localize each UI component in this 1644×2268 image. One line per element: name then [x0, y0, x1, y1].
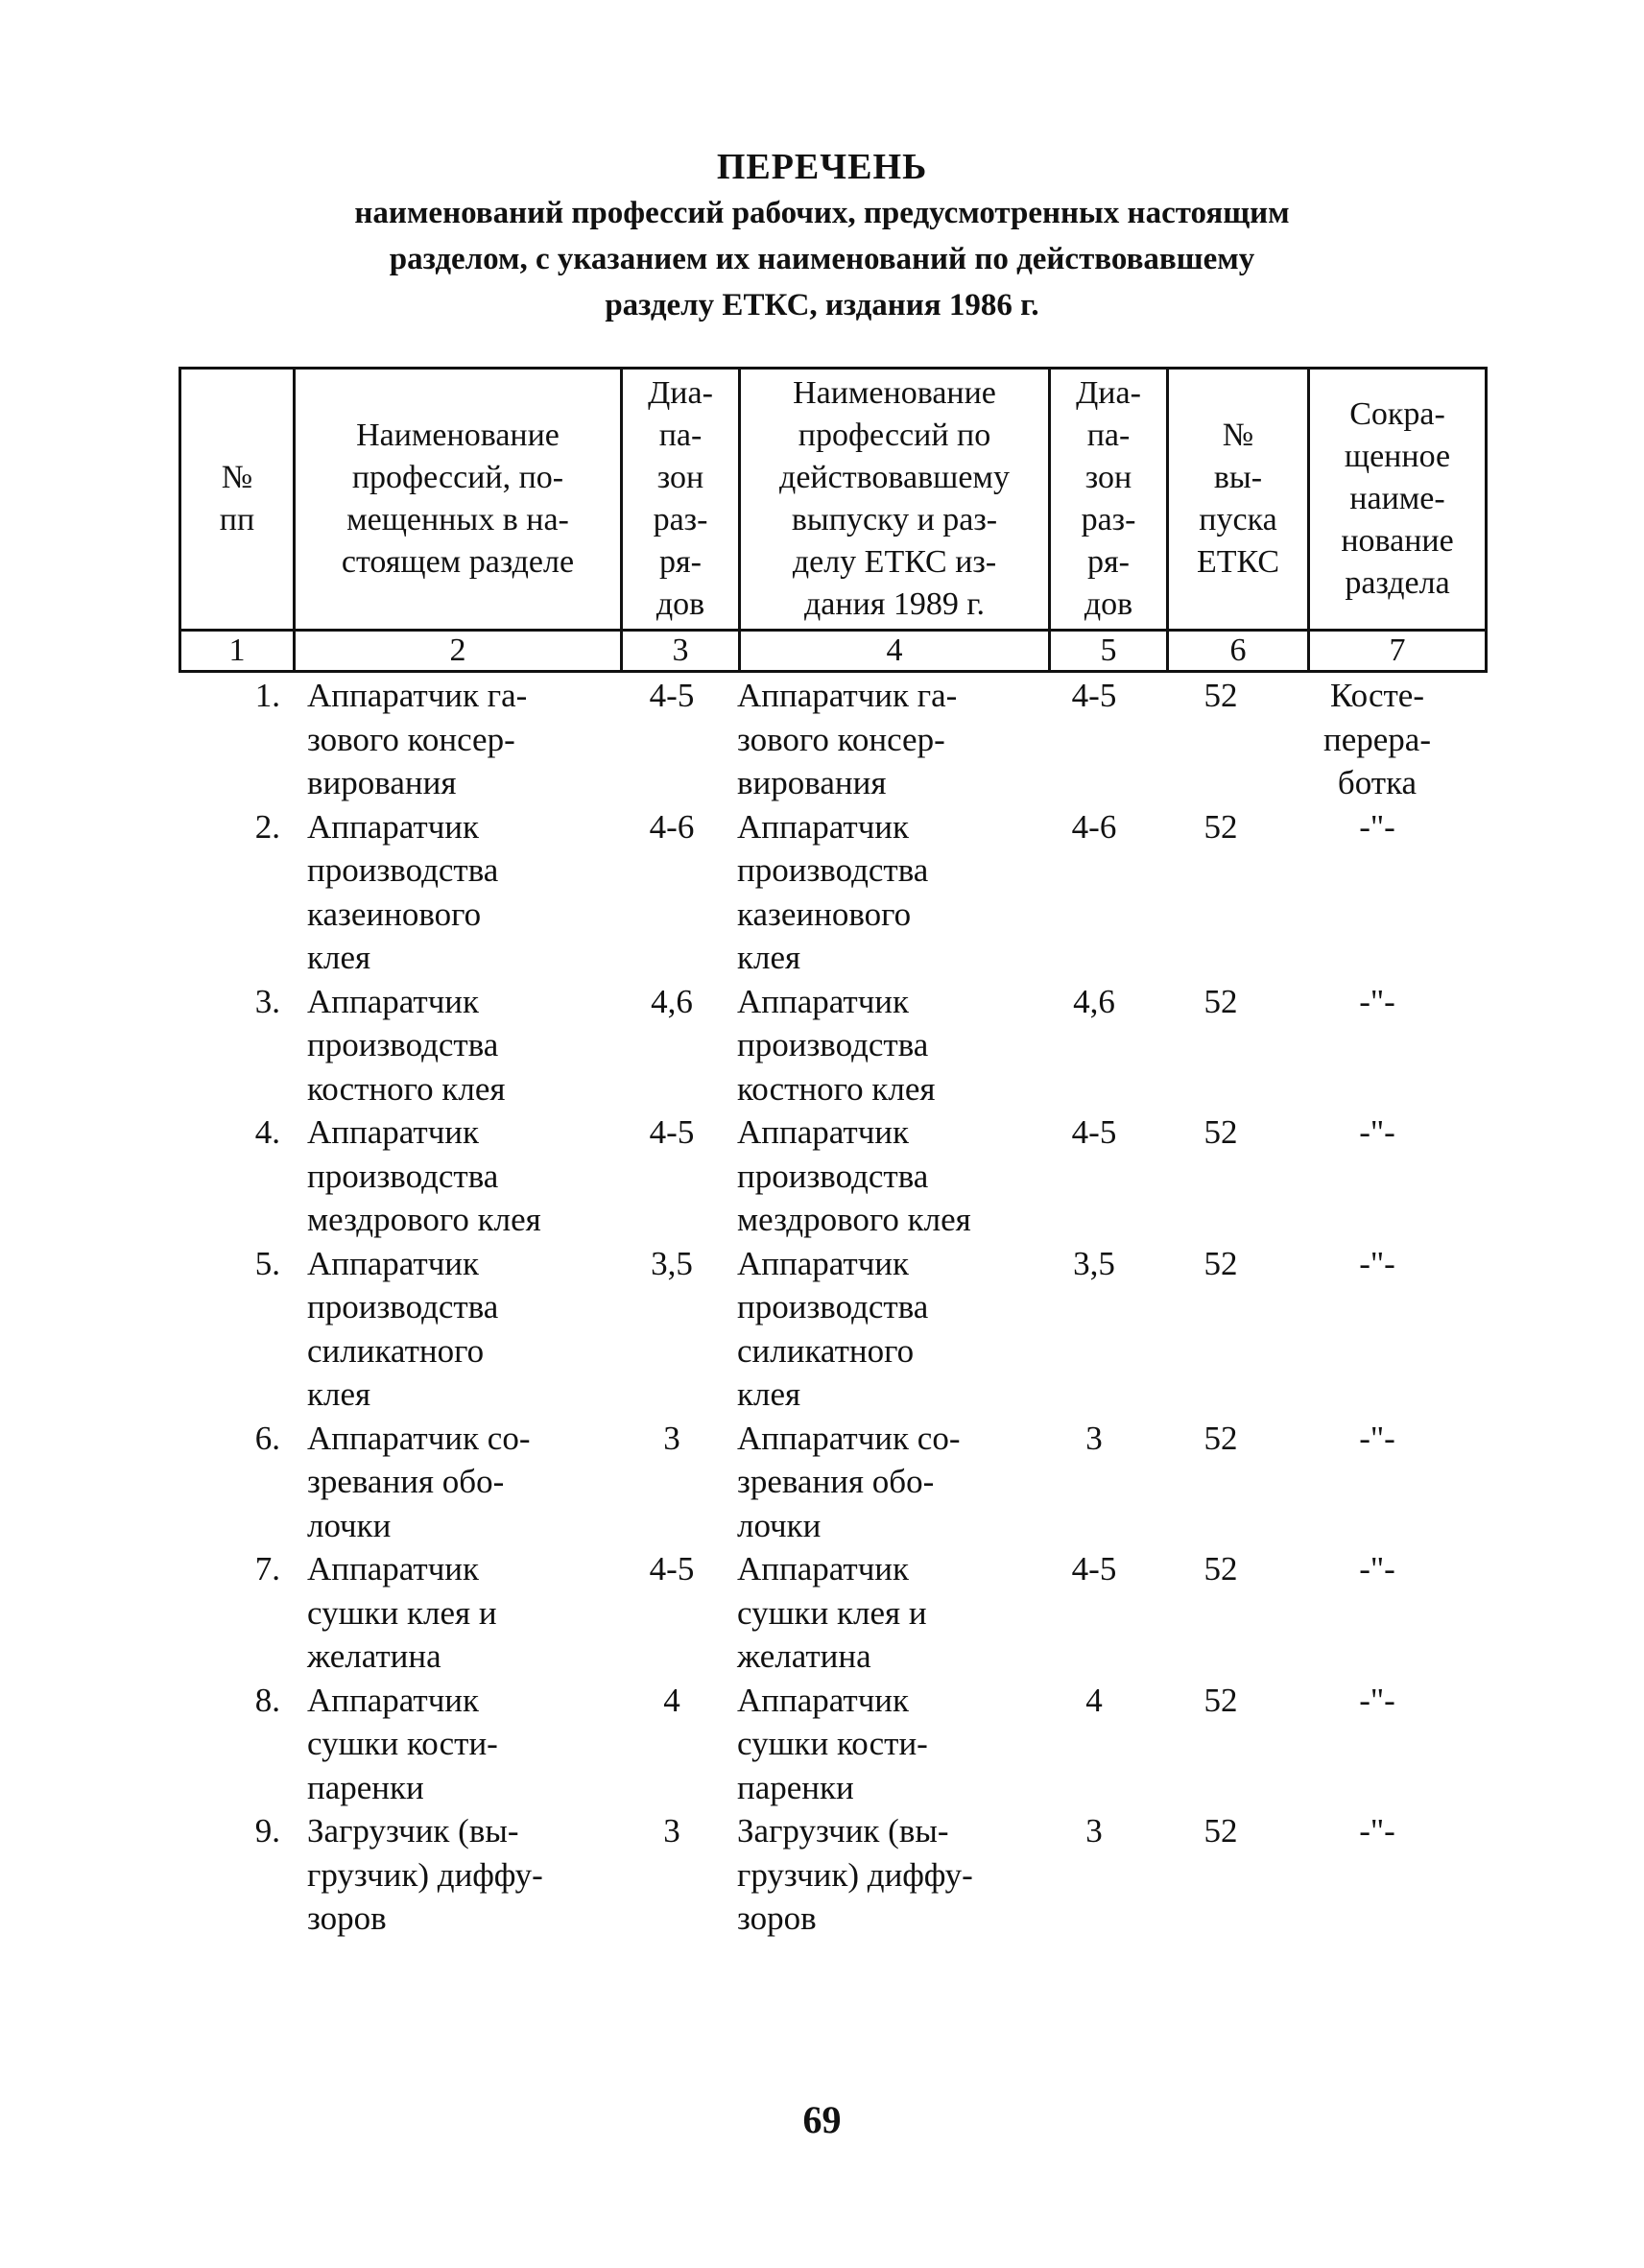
column-number: 5 [1050, 631, 1168, 672]
old-grade-range: 4 [1085, 1681, 1103, 1719]
row-number: 3. [254, 982, 280, 1020]
section-abbr-line: -"- [1359, 1550, 1395, 1588]
section-abbr [1290, 1809, 1465, 1941]
old-profession-name-line: производства [737, 1157, 929, 1195]
profession-name-line: паренки [307, 1768, 424, 1806]
profession-name-line: зревания обо- [307, 1463, 505, 1500]
header-text-line: наиме- [1349, 481, 1445, 516]
old-profession-name-line: сушки кости- [737, 1725, 928, 1762]
profession-name [290, 1809, 614, 1941]
old-grade-range: 4-5 [1071, 1113, 1117, 1151]
column-number: 4 [740, 631, 1050, 672]
section-abbr-line: ботка [1337, 764, 1418, 801]
profession-name-line: производства [307, 1026, 499, 1063]
header-cell-section-abbr [1309, 369, 1487, 631]
profession-name-line: Аппаратчик [307, 1244, 480, 1282]
document-title-block [0, 144, 1644, 328]
etks-issue: 52 [1203, 1812, 1238, 1850]
old-profession-name [729, 980, 1036, 1111]
profession-name-line: Аппаратчик [307, 1550, 480, 1588]
etks-issue: 52 [1203, 1419, 1238, 1457]
profession-name-line: клея [307, 939, 371, 976]
column-number: 1 [180, 631, 295, 672]
document-subtitle-line: наименований профессий рабочих, предусмотренных настоящим [354, 196, 1290, 230]
table-header [179, 367, 1488, 673]
profession-name-line: производства [307, 1157, 499, 1195]
column-number-row [180, 631, 1487, 672]
section-abbr-line: -"- [1359, 982, 1395, 1020]
header-cell-old-grade-range [1050, 369, 1168, 631]
table-row [179, 805, 1470, 980]
section-abbr-line: -"- [1359, 1244, 1395, 1282]
header-text-line: Наименование [356, 418, 560, 453]
row-number: 2. [254, 807, 280, 846]
section-abbr-line: Косте- [1330, 677, 1424, 714]
profession-name-line: желатина [307, 1637, 441, 1675]
section-abbr [1290, 980, 1465, 1111]
profession-name-line: Загрузчик (вы- [307, 1812, 519, 1850]
profession-name-line: Аппаратчик [307, 982, 480, 1020]
old-grade-range: 3 [1085, 1419, 1103, 1457]
etks-issue: 52 [1203, 807, 1238, 846]
old-profession-name-line: Аппаратчик [737, 1113, 910, 1151]
header-text-line: Диа- [1076, 375, 1141, 411]
old-profession-name-line: зревания обо- [737, 1463, 935, 1500]
header-text-line: Наименование [793, 375, 996, 411]
table-row [179, 1809, 1470, 1941]
old-profession-name-line: Аппаратчик со- [737, 1419, 961, 1457]
header-text-line: дания 1989 г. [803, 586, 986, 622]
old-profession-name-line: клея [737, 1375, 801, 1413]
old-grade-range: 4-5 [1071, 1550, 1117, 1588]
header-text-line: № [221, 460, 253, 495]
profession-name [290, 980, 614, 1111]
old-profession-name-line: Аппаратчик [737, 982, 910, 1020]
profession-name-line: Аппаратчик [307, 1113, 480, 1151]
section-abbr-line: -"- [1359, 1113, 1395, 1151]
header-text-line: № [1222, 418, 1254, 453]
profession-name [290, 1242, 614, 1417]
old-profession-name-line: Аппаратчик [737, 1681, 910, 1719]
profession-name-line: производства [307, 851, 499, 889]
header-text-line: дов [1084, 586, 1133, 622]
header-cell-old-profession-name [740, 369, 1050, 631]
page-number: 69 [802, 2098, 842, 2141]
section-abbr-line: -"- [1359, 1812, 1395, 1850]
section-abbr [1290, 674, 1465, 805]
old-profession-name [729, 1809, 1036, 1941]
old-profession-name-line: производства [737, 1288, 929, 1325]
header-text-line: ЕТКС [1196, 544, 1280, 580]
grade-range: 3 [663, 1812, 680, 1850]
old-profession-name [729, 1110, 1036, 1242]
table-row [179, 1547, 1470, 1679]
etks-issue: 52 [1203, 1244, 1238, 1282]
table-row [179, 1679, 1470, 1810]
section-abbr-line: перера- [1323, 720, 1431, 758]
old-profession-name [729, 1547, 1036, 1679]
header-text-line: вы- [1213, 460, 1263, 495]
etks-issue: 52 [1203, 1681, 1238, 1719]
old-grade-range: 3 [1085, 1812, 1103, 1850]
profession-name-line: силикатного [307, 1331, 485, 1370]
section-abbr-line: -"- [1359, 1419, 1395, 1457]
document-subtitle-line: разделу ЕТКС, издания 1986 г. [605, 288, 1039, 322]
header-text-line: па- [658, 418, 703, 453]
profession-name-line: клея [307, 1375, 371, 1413]
old-profession-name-line: сушки клея и [737, 1593, 927, 1632]
header-text-line: зон [656, 460, 704, 495]
header-text-line: действовавшему [779, 460, 1010, 495]
header-text-line: стоящем разделе [341, 544, 575, 580]
etks-issue: 52 [1203, 982, 1238, 1020]
profession-name-line: зового консер- [307, 720, 515, 758]
old-profession-name-line: Аппаратчик [737, 1244, 910, 1282]
grade-range: 4 [663, 1681, 680, 1719]
row-number: 1. [254, 677, 280, 714]
profession-name [290, 1679, 614, 1810]
profession-name-line: Аппаратчик га- [307, 677, 528, 714]
old-profession-name-line: Аппаратчик [737, 807, 910, 846]
profession-name [290, 1547, 614, 1679]
old-profession-name [729, 1679, 1036, 1810]
profession-name [290, 1417, 614, 1548]
header-text-line: щенное [1344, 439, 1451, 474]
old-profession-name-line: Аппаратчик [737, 1550, 910, 1588]
header-text-line: выпуску и раз- [791, 502, 998, 537]
table-body [179, 674, 1470, 1941]
header-text-line: раздела [1345, 565, 1450, 601]
grade-range: 3 [663, 1419, 680, 1457]
header-text-line: па- [1086, 418, 1131, 453]
etks-issue: 52 [1203, 677, 1238, 714]
old-grade-range: 4,6 [1073, 982, 1115, 1020]
etks-issue: 52 [1203, 1113, 1238, 1151]
table-row [179, 1242, 1470, 1417]
profession-name-line: сушки кости- [307, 1725, 498, 1762]
header-cell-number [180, 369, 295, 631]
header-text-line: раз- [653, 502, 708, 537]
old-grade-range: 4-6 [1071, 807, 1117, 846]
column-number: 3 [622, 631, 740, 672]
old-profession-name [729, 1417, 1036, 1548]
profession-name-line: мездрового клея [307, 1201, 541, 1238]
section-abbr-line: -"- [1359, 1681, 1395, 1719]
old-profession-name-line: лочки [737, 1506, 822, 1544]
header-text-line: делу ЕТКС из- [792, 544, 997, 580]
header-text-line: Сокра- [1349, 396, 1445, 432]
etks-issue: 52 [1203, 1550, 1238, 1588]
header-text-line: пуска [1199, 502, 1277, 537]
old-profession-name [729, 674, 1036, 805]
old-profession-name-line: зоров [737, 1899, 817, 1937]
column-number: 7 [1309, 631, 1487, 672]
document-subtitle-line: разделом, с указанием их наименований по действовавшему [389, 242, 1255, 276]
header-text-line: Диа- [648, 375, 713, 411]
grade-range: 4-5 [649, 1113, 695, 1151]
old-profession-name-line: Аппаратчик га- [737, 677, 958, 714]
header-text-line: мещенных в на- [346, 502, 569, 537]
grade-range: 4-5 [649, 677, 695, 714]
old-profession-name-line: вирования [737, 764, 887, 801]
section-abbr [1290, 1110, 1465, 1242]
old-profession-name-line: мездрового клея [737, 1201, 971, 1238]
profession-name [290, 674, 614, 805]
old-grade-range: 4-5 [1071, 677, 1117, 714]
table-row [179, 1417, 1470, 1548]
old-profession-name-line: казеинового [737, 895, 912, 933]
old-profession-name-line: клея [737, 939, 801, 976]
old-profession-name-line: производства [737, 1026, 929, 1063]
header-cell-etks-issue [1168, 369, 1309, 631]
row-number: 9. [254, 1812, 280, 1850]
header-text-line: раз- [1081, 502, 1136, 537]
profession-name-line: костного клея [307, 1069, 506, 1108]
header-text-line: нование [1341, 523, 1454, 559]
profession-name [290, 805, 614, 980]
section-abbr [1290, 1547, 1465, 1679]
header-text-line: ря- [659, 544, 702, 580]
grade-range: 4-5 [649, 1550, 695, 1588]
grade-range: 3,5 [651, 1244, 693, 1282]
old-profession-name-line: Загрузчик (вы- [737, 1812, 949, 1850]
column-number: 6 [1168, 631, 1309, 672]
old-profession-name-line: грузчик) диффу- [737, 1855, 973, 1894]
profession-name-line: вирования [307, 764, 457, 801]
old-profession-name-line: зового консер- [737, 720, 945, 758]
old-grade-range: 3,5 [1073, 1244, 1115, 1282]
section-abbr-line: -"- [1359, 807, 1395, 846]
document-title: ПЕРЕЧЕНЬ [716, 147, 928, 187]
row-number: 5. [254, 1244, 280, 1282]
profession-name-line: грузчик) диффу- [307, 1855, 543, 1894]
header-text-line: пп [219, 502, 255, 537]
header-text-line: профессий, по- [351, 460, 564, 495]
profession-name-line: Аппаратчик [307, 1681, 480, 1719]
section-abbr [1290, 1679, 1465, 1810]
grade-range: 4-6 [649, 807, 695, 846]
table-row [179, 674, 1470, 805]
row-number: 6. [254, 1419, 280, 1457]
profession-name-line: зоров [307, 1899, 387, 1937]
column-number: 2 [295, 631, 622, 672]
profession-name-line: казеинового [307, 895, 482, 933]
old-profession-name [729, 805, 1036, 980]
row-number: 7. [254, 1550, 280, 1588]
profession-name [290, 1110, 614, 1242]
table-row [179, 980, 1470, 1111]
old-profession-name-line: паренки [737, 1768, 854, 1806]
header-text-line: дов [655, 586, 705, 622]
old-profession-name [729, 1242, 1036, 1417]
old-profession-name-line: производства [737, 851, 929, 889]
header-text-line: ря- [1087, 544, 1130, 580]
header-cell-profession-name [295, 369, 622, 631]
profession-name-line: лочки [307, 1506, 392, 1544]
profession-name-line: производства [307, 1288, 499, 1325]
old-profession-name-line: желатина [737, 1637, 871, 1675]
header-row [180, 369, 1487, 631]
section-abbr [1290, 1242, 1465, 1417]
grade-range: 4,6 [651, 982, 693, 1020]
profession-name-line: сушки клея и [307, 1593, 497, 1632]
section-abbr [1290, 805, 1465, 980]
row-number: 8. [254, 1681, 280, 1719]
header-text-line: зон [1084, 460, 1132, 495]
header-cell-grade-range [622, 369, 740, 631]
section-abbr [1290, 1417, 1465, 1548]
old-profession-name-line: силикатного [737, 1331, 915, 1370]
old-profession-name-line: костного клея [737, 1069, 936, 1108]
header-text-line: профессий по [798, 418, 991, 453]
table-row [179, 1110, 1470, 1242]
row-number: 4. [254, 1113, 280, 1151]
profession-name-line: Аппаратчик [307, 807, 480, 846]
profession-name-line: Аппаратчик со- [307, 1419, 531, 1457]
